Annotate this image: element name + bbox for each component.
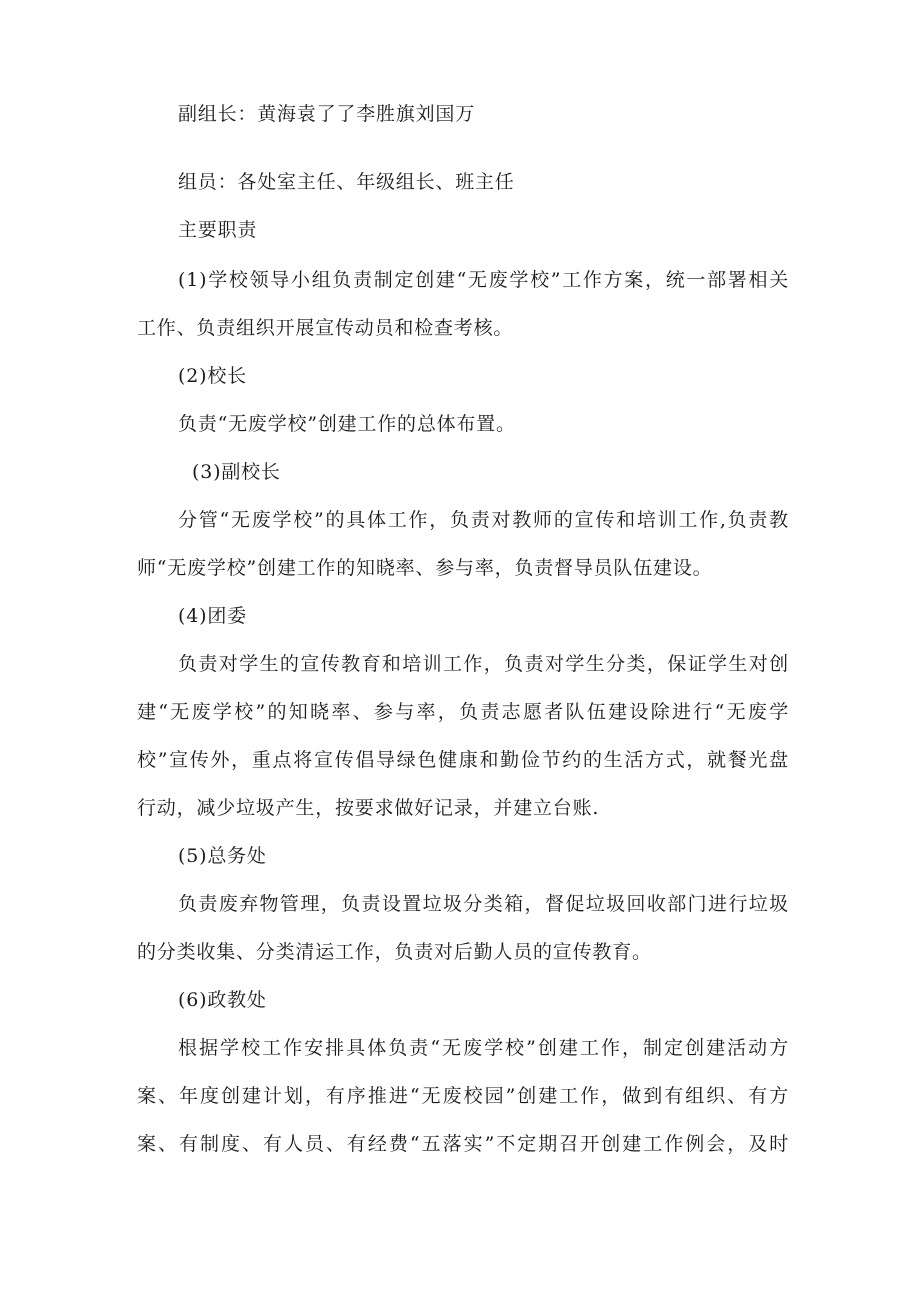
item6-line3: 案、有制度、有人员、有经费“五落实”不定期召开创建工作例会，及时 (137, 1133, 789, 1155)
item4-line1: 负责对学生的宣传教育和培训工作，负责对学生分类，保证学生对创 (178, 653, 789, 675)
item2-heading: (2)校长 (178, 365, 247, 387)
item4-line3: 校”宣传外，重点将宣传倡导绿色健康和勤俭节约的生活方式，就餐光盘 (137, 749, 789, 771)
item3-line2: 师“无废学校”创建工作的知晓率、参与率，负责督导员队伍建设。 (137, 557, 713, 579)
item6-heading: (6)政教处 (178, 989, 267, 1011)
item6-line1: 根据学校工作安排具体负责“无废学校”创建工作，制定创建活动方 (178, 1037, 789, 1059)
members-line: 组员：各处室主任、年级组长、班主任 (178, 171, 515, 193)
item5-line1: 负责废弃物管理，负责设置垃圾分类箱，督促垃圾回收部门进行垃圾 (178, 893, 789, 915)
item3-line1: 分管“无废学校”的具体工作，负责对教师的宣传和培训工作,负责教 (178, 509, 789, 531)
item2-line1: 负责“无废学校”创建工作的总体布置。 (178, 413, 516, 435)
item4-line2: 建“无废学校”的知晓率、参与率，负责志愿者队伍建设除进行“无废学 (137, 701, 789, 723)
item3-heading: (3)副校长 (192, 461, 281, 483)
vice-leader-line: 副组长：黄海袁了了李胜旗刘国万 (178, 103, 476, 125)
duties-heading: 主要职责 (178, 219, 258, 241)
item6-line2: 案、年度创建计划，有序推进“无废校园”创建工作，做到有组织、有方 (137, 1085, 789, 1107)
item4-heading: (4)团委 (178, 605, 247, 627)
item5-heading: (5)总务处 (178, 845, 267, 867)
item1-line2: 工作、负责组织开展宣传动员和检查考核。 (137, 317, 514, 339)
item4-line4: 行动，减少垃圾产生，按要求做好记录，并建立台账. (137, 797, 600, 819)
item5-line2: 的分类收集、分类清运工作，负责对后勤人员的宣传教育。 (137, 941, 652, 963)
item1-line1: (1)学校领导小组负责制定创建“无废学校”工作方案，统一部署相关 (178, 269, 789, 291)
